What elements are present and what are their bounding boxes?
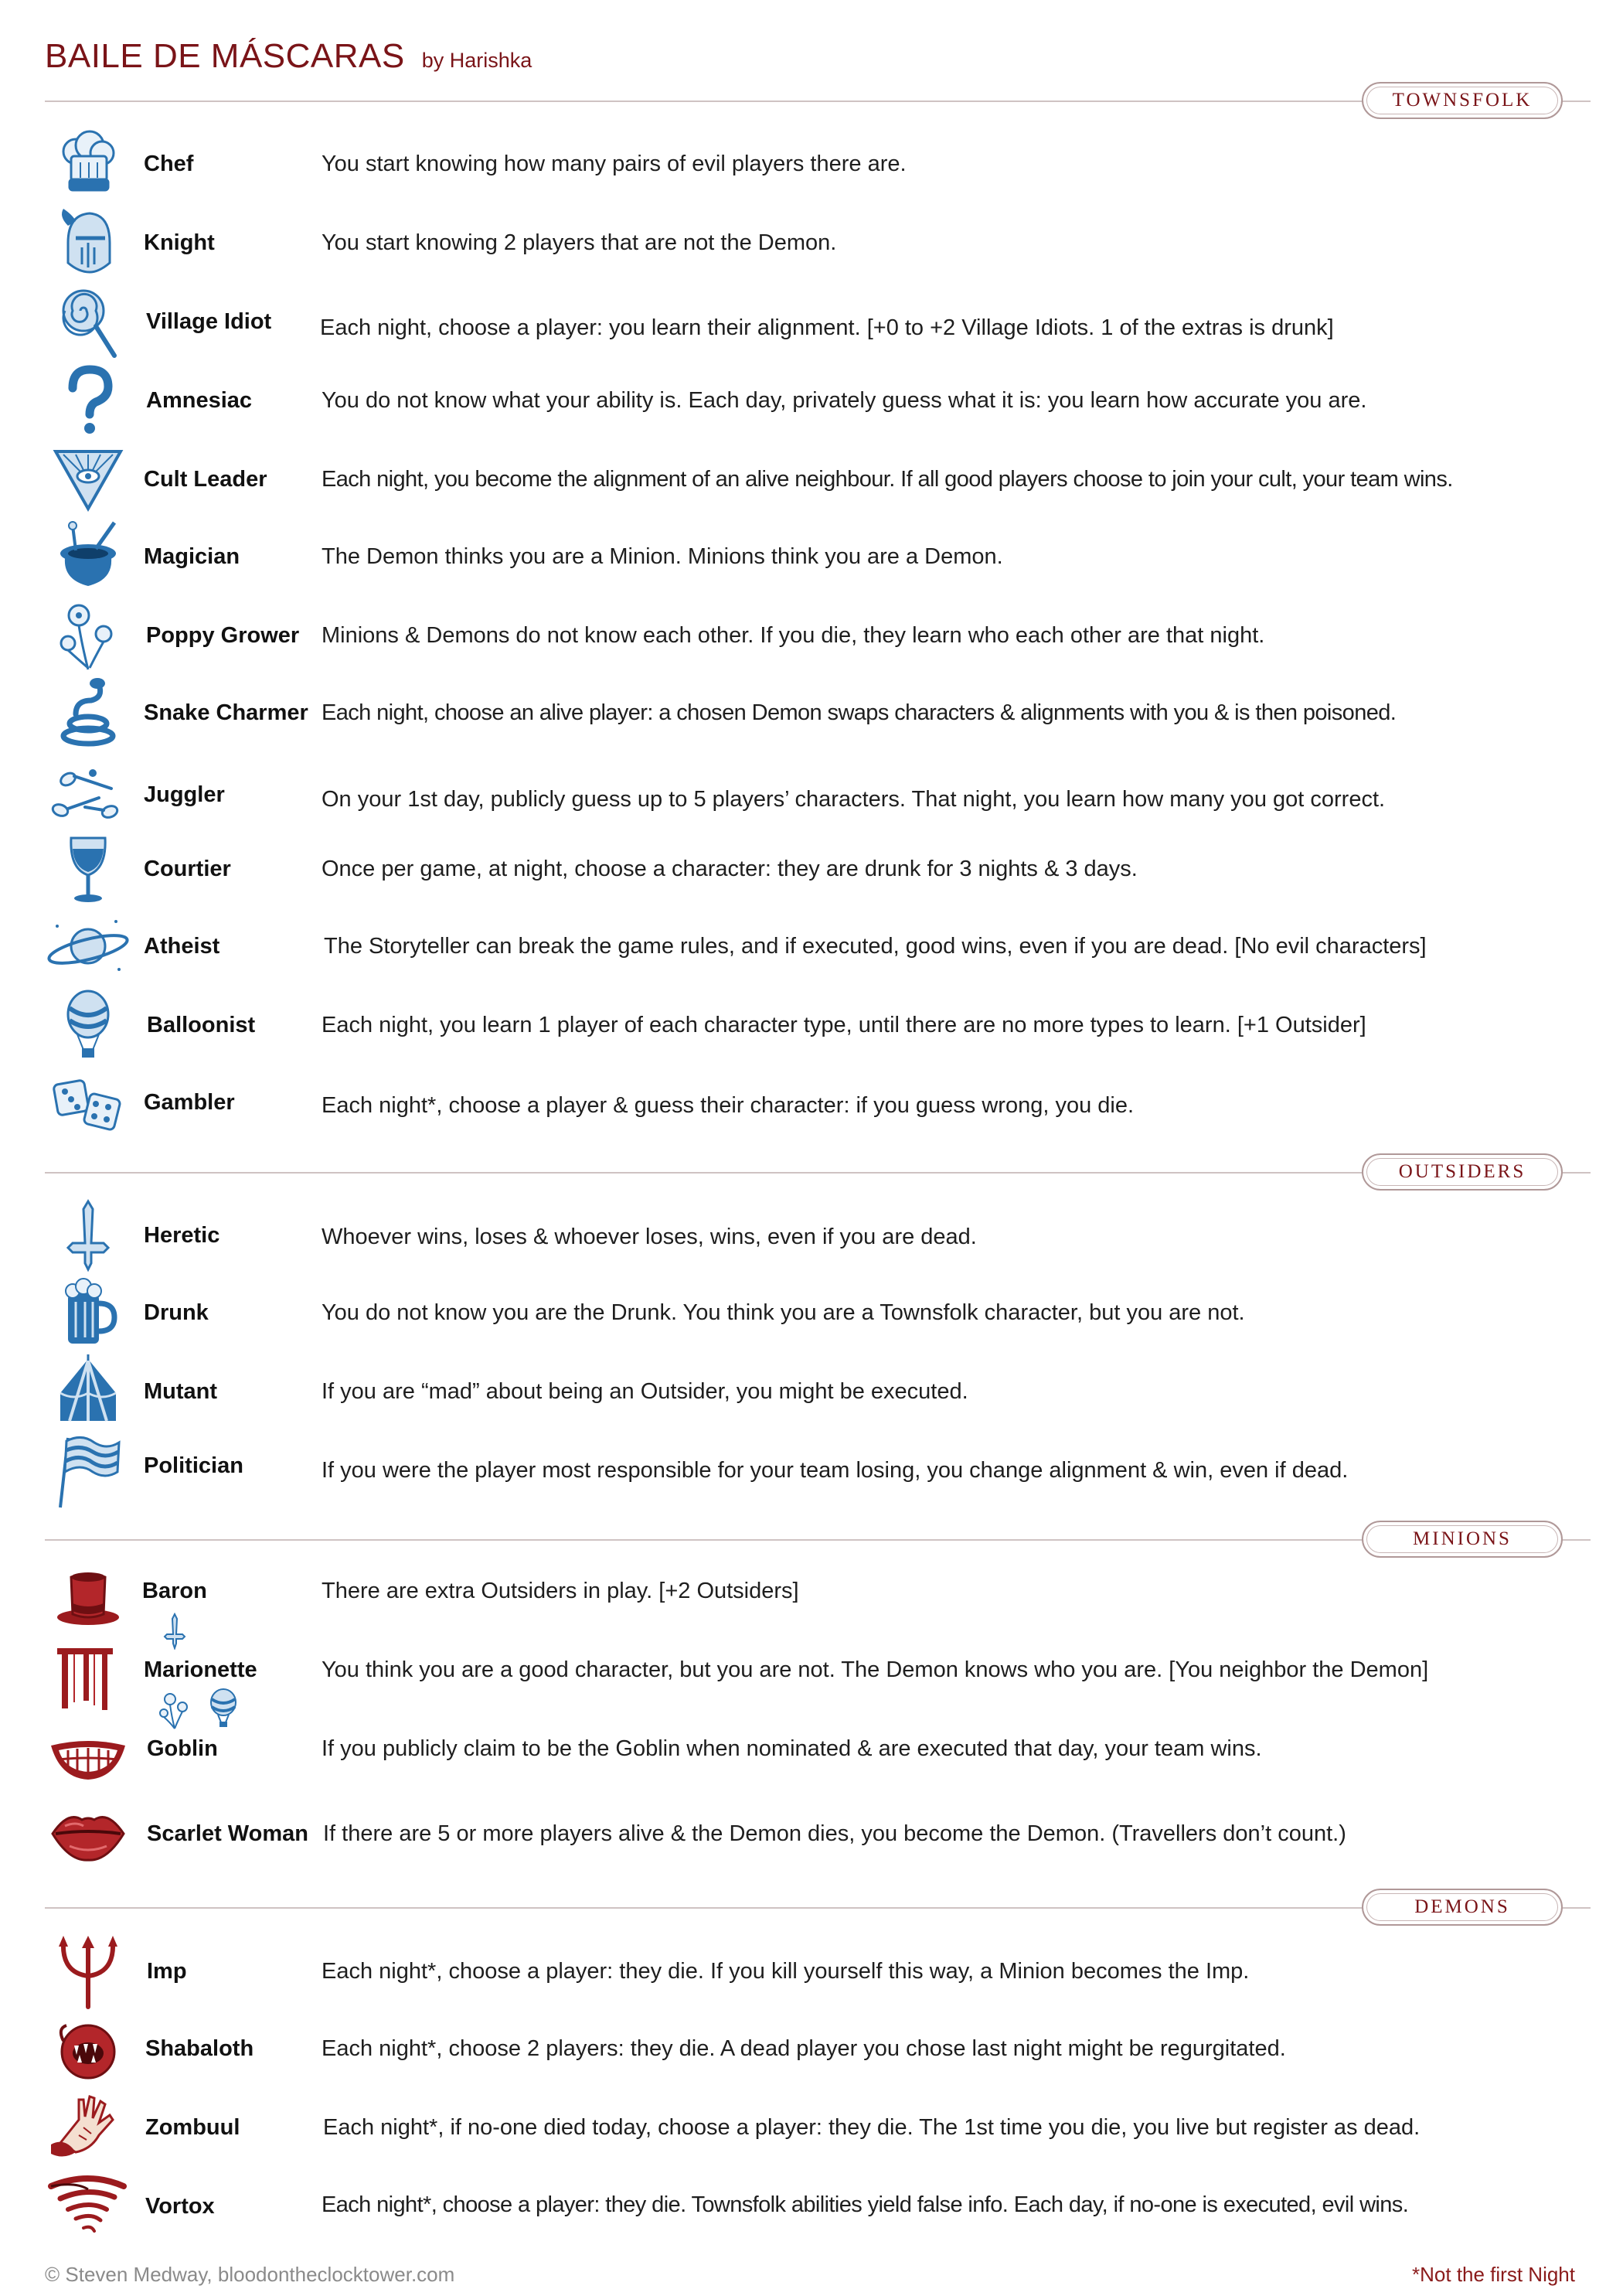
character-name: Snake Charmer <box>144 700 308 725</box>
question-mark-icon <box>45 362 130 439</box>
character-row-juggler <box>0 753 1623 830</box>
circus-tent-icon <box>45 1353 130 1430</box>
character-row-village-idiot <box>0 283 1623 360</box>
red-top-hat-icon <box>45 1563 130 1640</box>
character-name: Zombuul <box>145 2115 240 2140</box>
character-row-drunk <box>0 1274 1623 1351</box>
character-ability: Each night, choose a player: you learn their alignment. [+0 to +2 Village Idiots. 1 of the extras is drunk] <box>320 315 1334 340</box>
character-ability: On your 1st day, publicly guess up to 5 players’ characters. That night, you learn how many you got correct. <box>322 787 1386 812</box>
character-ability: If you were the player most responsible for your team losing, you change alignment & win, even if dead. <box>322 1458 1349 1483</box>
character-name: Chef <box>144 152 194 176</box>
character-name: Mutant <box>144 1379 218 1404</box>
character-ability: You start knowing 2 players that are not the Demon. <box>322 230 837 255</box>
outsiders-divider <box>45 1172 1591 1174</box>
chef-hat-icon <box>45 125 130 203</box>
character-ability: Minions & Demons do not know each other. If you die, they learn who each other are that night. <box>322 623 1265 648</box>
dice-icon <box>45 1065 130 1143</box>
character-row-amnesiac <box>0 362 1623 439</box>
character-ability: Each night*, choose 2 players: they die. A dead player you chose last night might be regurgitated. <box>322 2036 1286 2061</box>
character-name: Vortox <box>145 2194 215 2219</box>
character-name: Scarlet Woman <box>147 1821 308 1846</box>
character-ability: Each night, choose an alive player: a chosen Demon swaps characters & alignments with you & is then poisoned. <box>322 700 1397 725</box>
character-row-mutant <box>0 1353 1623 1430</box>
character-row-heretic <box>0 1197 1623 1274</box>
knight-helmet-icon <box>45 204 130 281</box>
top-hat-wand-icon <box>45 518 130 595</box>
character-name: Atheist <box>144 934 220 959</box>
character-row-knight <box>0 204 1623 281</box>
character-name: Amnesiac <box>146 388 253 413</box>
character-row-chef <box>0 125 1623 203</box>
ringed-planet-icon <box>45 908 130 985</box>
townsfolk-section-label: TOWNSFOLK <box>1362 82 1563 119</box>
vortex-icon <box>45 2166 130 2243</box>
character-ability: The Demon thinks you are a Minion. Minions think you are a Demon. <box>322 544 1003 569</box>
character-row-marionette <box>0 1640 1623 1718</box>
goblet-icon <box>45 830 130 908</box>
character-ability: You do not know you are the Drunk. You think you are a Townsfolk character, but you are not. <box>322 1300 1245 1325</box>
character-row-imp <box>0 1933 1623 2010</box>
character-name: Knight <box>144 230 215 255</box>
character-name: Marionette <box>144 1657 257 1682</box>
character-ability: You do not know what your ability is. Each day, privately guess what it is: you learn how accurate you are. <box>322 388 1367 413</box>
juggling-pins-icon <box>45 753 130 830</box>
character-row-cult-leader <box>0 441 1623 518</box>
character-ability: Once per game, at night, choose a character: they are drunk for 3 nights & 3 days. <box>322 857 1138 881</box>
character-ability: You think you are a good character, but you are not. The Demon knows who you are. [You neighbor the Demon] <box>322 1657 1429 1682</box>
script-author: by Harishka <box>421 49 532 72</box>
character-row-courtier <box>0 830 1623 908</box>
character-ability: Each night, you learn 1 player of each character type, until there are no more types to learn. [+1 Outsider] <box>322 1013 1366 1037</box>
character-name: Village Idiot <box>146 309 272 334</box>
zombie-hand-icon <box>45 2089 130 2166</box>
red-lips-icon <box>45 1797 130 1874</box>
beer-mug-icon <box>45 1274 130 1351</box>
character-ability: Each night, you become the alignment of an alive neighbour. If all good players choose to join your cult, your team wins. <box>322 467 1453 492</box>
character-row-politician <box>0 1432 1623 1509</box>
character-ability: Each night*, choose a player: they die. If you kill yourself this way, a Minion becomes the Imp. <box>322 1959 1250 1984</box>
character-ability: If you publicly claim to be the Goblin when nominated & are executed that day, your team wins. <box>322 1736 1262 1761</box>
character-ability: There are extra Outsiders in play. [+2 Outsiders] <box>322 1579 799 1603</box>
character-name: Cult Leader <box>144 467 267 492</box>
character-row-poppy-grower <box>0 597 1623 674</box>
character-name: Heretic <box>144 1223 220 1248</box>
lollipop-icon <box>45 283 130 360</box>
character-ability: Each night*, if no-one died today, choose a player: they die. The 1st time you die, you live but register as dead. <box>323 2115 1421 2140</box>
minions-section-label: MINIONS <box>1362 1521 1563 1558</box>
character-name: Magician <box>144 544 240 569</box>
demons-section-label: DEMONS <box>1362 1889 1563 1926</box>
character-name: Goblin <box>147 1736 218 1761</box>
character-ability: The Storyteller can break the game rules, and if executed, good wins, even if you are dead. [No evil characters] <box>324 934 1427 959</box>
character-row-gambler <box>0 1065 1623 1143</box>
character-name: Balloonist <box>147 1013 256 1037</box>
townsfolk-divider <box>45 100 1591 102</box>
character-row-magician <box>0 518 1623 595</box>
character-name: Drunk <box>144 1300 209 1325</box>
character-row-shabaloth <box>0 2010 1623 2087</box>
character-ability: If you are “mad” about being an Outsider, you might be executed. <box>322 1379 968 1404</box>
puppet-strings-icon <box>45 1640 130 1718</box>
character-row-zombuul <box>0 2089 1623 2166</box>
sheet-header <box>45 37 532 76</box>
outsiders-section-label: OUTSIDERS <box>1362 1153 1563 1191</box>
character-ability: Each night*, choose a player: they die. Townsfolk abilities yield false info. Each day, if no-one is executed, evil wins. <box>322 2192 1409 2217</box>
character-row-balloonist <box>0 986 1623 1064</box>
character-name: Poppy Grower <box>146 623 300 648</box>
character-name: Imp <box>147 1959 187 1984</box>
character-row-goblin <box>0 1718 1623 1795</box>
character-row-scarlet-woman <box>0 1797 1623 1874</box>
character-row-atheist <box>0 908 1623 985</box>
coiled-snake-icon <box>45 674 130 751</box>
character-row-vortox <box>0 2166 1623 2243</box>
character-ability: If there are 5 or more players alive & the Demon dies, you become the Demon. (Travellers don’t count.) <box>323 1821 1346 1846</box>
character-name: Gambler <box>144 1090 235 1115</box>
night-footnote: *Not the first Night <box>1412 2263 1575 2286</box>
hot-air-balloon-icon <box>45 986 130 1064</box>
script-title: BAILE DE MÁSCARAS <box>45 37 405 75</box>
minions-divider <box>45 1539 1591 1541</box>
poppy-flower-icon <box>45 597 130 674</box>
waving-flag-icon <box>45 1432 130 1509</box>
character-ability: Each night*, choose a player & guess their character: if you guess wrong, you die. <box>322 1093 1135 1118</box>
character-row-snake-charmer <box>0 674 1623 751</box>
character-name: Courtier <box>144 857 231 881</box>
character-ability: You start knowing how many pairs of evil players there are. <box>322 152 907 176</box>
triangle-eye-icon <box>45 441 130 518</box>
trident-icon <box>45 1933 130 2010</box>
fanged-maw-icon <box>45 2010 130 2087</box>
character-name: Baron <box>142 1579 207 1603</box>
copyright-footer: © Steven Medway, bloodontheclocktower.com <box>45 2263 455 2286</box>
character-row-baron <box>0 1563 1623 1640</box>
grinning-mouth-icon <box>45 1718 130 1795</box>
inverted-cross-icon <box>45 1197 130 1274</box>
character-name: Shabaloth <box>145 2036 254 2061</box>
character-name: Juggler <box>144 782 225 807</box>
character-name: Politician <box>144 1453 243 1478</box>
character-ability: Whoever wins, loses & whoever loses, wins, even if you are dead. <box>322 1225 977 1249</box>
demons-divider <box>45 1907 1591 1909</box>
